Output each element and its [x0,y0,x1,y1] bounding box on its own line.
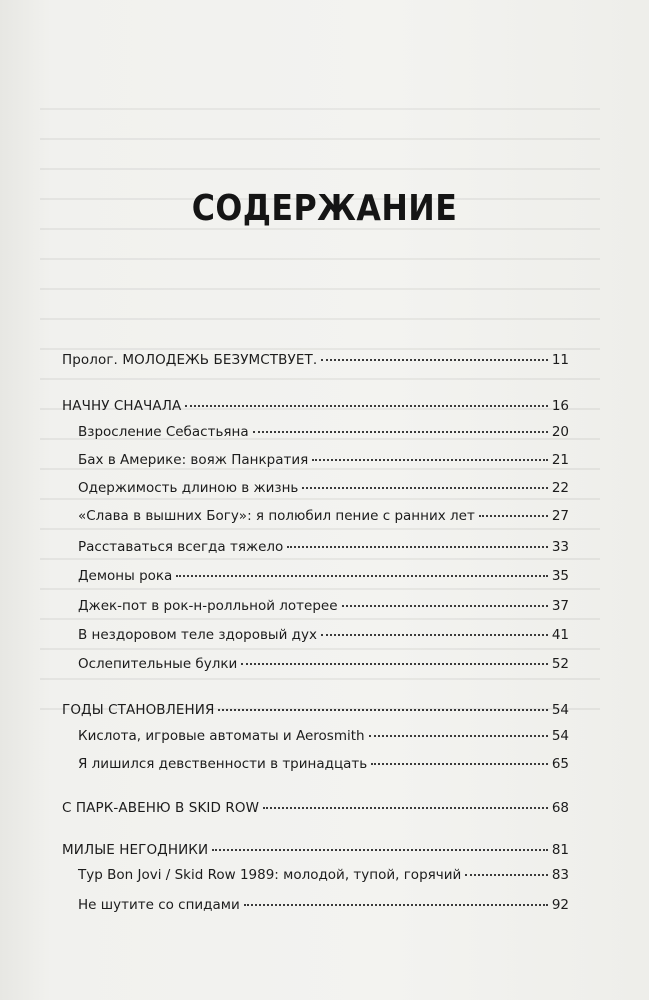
toc-entry-title: Кислота, игровые автоматы и Aerosmith [78,728,365,744]
toc-entry-chapter [78,626,569,644]
toc-entry-chapter [78,479,569,497]
toc-entry-page: 54 [551,728,569,744]
toc-entry-chapter [78,451,569,469]
toc-leader-dots [218,708,547,711]
toc-leader-dots [371,762,548,765]
toc-entry-page: 52 [551,656,569,672]
toc-entry-page: 37 [551,598,569,614]
toc-leader-dots [244,903,548,906]
toc-entry-title: ГОДЫ СТАНОВЛЕНИЯ [62,702,215,718]
toc-leader-dots [302,486,547,489]
toc-entry-section [62,701,569,719]
toc-entry-title: С ПАРК-АВЕНЮ В SKID ROW [62,800,260,816]
toc-entry-chapter [78,507,569,525]
toc-entry-title: НАЧНУ СНАЧАЛА [62,398,182,414]
toc-leader-dots [212,848,548,851]
toc-entry-title: МИЛЫЕ НЕГОДНИКИ [62,842,209,858]
toc-leader-dots [321,633,548,636]
toc-entry-chapter [78,423,569,441]
toc-leader-dots [465,873,548,876]
toc-leader-dots [176,574,547,577]
toc-entry-page: 27 [551,508,569,524]
toc-entry-chapter [78,655,569,673]
toc-entry-page: 33 [551,539,569,555]
toc-entry-section [62,799,569,817]
toc-entry-page: 16 [551,398,569,414]
toc-entry-page: 54 [551,702,569,718]
toc-entry-chapter [78,538,569,556]
toc-entry-title: Взросление Себастьяна [78,424,249,440]
toc-leader-dots [369,734,548,737]
toc-entry-page: 92 [551,897,569,913]
toc-entry-title: Расставаться всегда тяжело [78,539,284,555]
toc-leader-dots [185,404,548,407]
page-title: СОДЕРЖАНИЕ [191,188,458,229]
toc-leader-dots [312,458,548,461]
toc-entry-page: 81 [551,842,569,858]
toc-entry-chapter [78,567,569,585]
toc-leader-dots [342,604,548,607]
toc-leader-dots [479,514,548,517]
toc-entry-chapter [78,896,569,914]
toc-entry-title: Джек-пот в рок-н-ролльной лотерее [78,598,338,614]
toc-entry-page: 22 [551,480,569,496]
toc-entry-page: 21 [551,452,569,468]
toc-leader-dots [253,430,548,433]
toc-entry-page: 65 [551,756,569,772]
toc-entry-title: В нездоровом теле здоровый дух [78,627,317,643]
toc-leader-dots [263,806,548,809]
toc-entry-title: Я лишился девственности в тринадцать [78,756,368,772]
toc-leader-dots [241,662,548,665]
toc-entry-page: 68 [551,800,569,816]
toc-entry-title: «Слава в вышних Богу»: я полюбил пение с ранних лет [78,508,475,524]
toc-entry-title: Одержимость длиною в жизнь [78,480,299,496]
toc-entry-title: Ослепительные булки [78,656,238,672]
toc-entry-page: 41 [551,627,569,643]
toc-entry-prologue [62,351,569,369]
toc-entry-page: 83 [551,867,569,883]
toc-entry-chapter [78,866,569,884]
toc-entry-section [62,397,569,415]
toc-entry-title: Не шутите со спидами [78,897,240,913]
toc-entry-title: Тур Bon Jovi / Skid Row 1989: молодой, тупой, горячий [78,867,462,883]
toc-entry-page: 35 [551,568,569,584]
toc-entry-title: Пролог. МОЛОДЕЖЬ БЕЗУМСТВУЕТ. [62,352,318,368]
toc-leader-dots [321,358,548,361]
toc-entry-page: 20 [551,424,569,440]
toc-entry-chapter [78,727,569,745]
toc-entry-title: Бах в Америке: вояж Панкратия [78,452,309,468]
toc-entry-section [62,841,569,859]
toc-entry-chapter [78,755,569,773]
toc-entry-title: Демоны рока [78,568,173,584]
toc-entry-chapter [78,597,569,615]
toc-entry-page: 11 [551,352,569,368]
toc-leader-dots [287,545,548,548]
